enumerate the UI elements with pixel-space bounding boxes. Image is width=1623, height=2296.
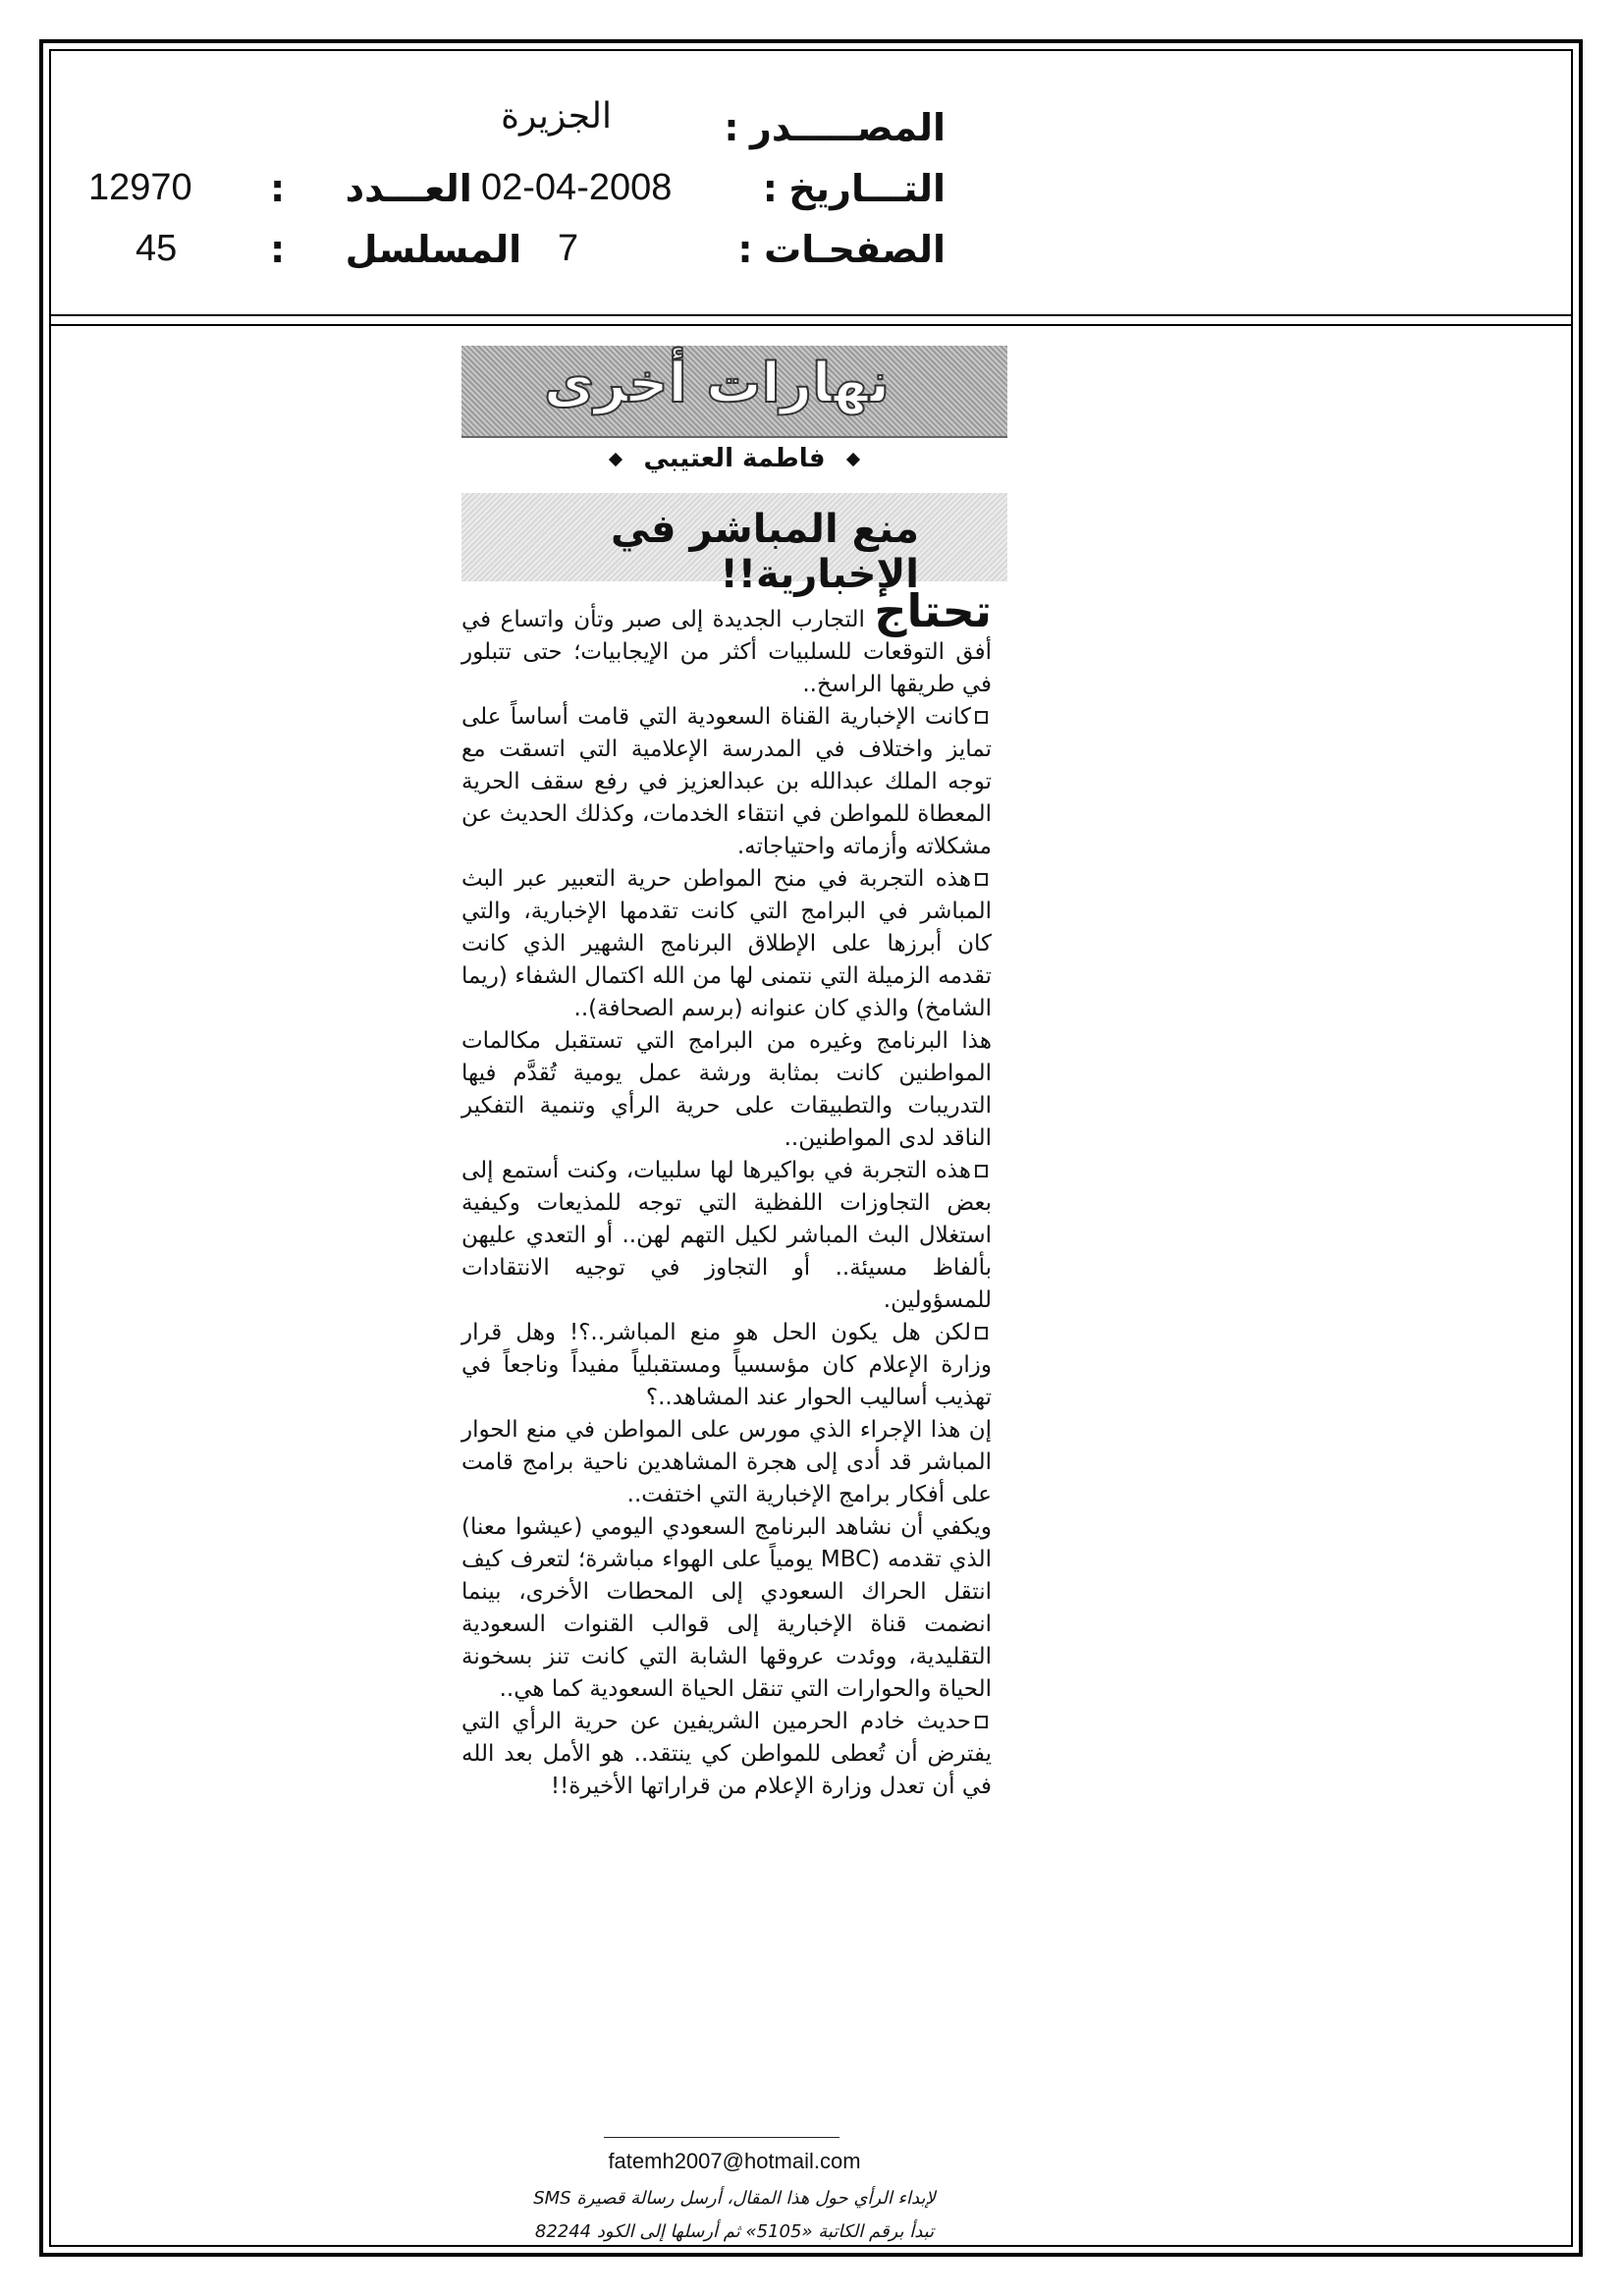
- square-bullet-icon: [975, 873, 988, 886]
- paragraph-1: كانت الإخبارية القناة السعودية التي قامت أساساً على تمايز واختلاف في المدرسة الإعلامية التي اتسقت مع توجه الملك عبدالله بن عبدالعزيز في رفع سقف الحرية المعطاة للمواطن في انتقاء الخدمات، وكذلك الحديث عن مشكلاته وأزماته واحتياجاته.: [461, 704, 992, 859]
- source-value: الجزيرة: [501, 96, 612, 137]
- paragraph-7: ويكفي أن نشاهد البرنامج السعودي اليومي (عيشوا معنا) الذي تقدمه (MBC يومياً على الهواء مباشرة؛ لتعرف كيف انتقل الحراك السعودي إلى المحطات الأخرى، بينما انضمت قناة الإخبارية إلى قوالب القنوات السعودية التقليدية، ووئدت عروقها الشابة التي كانت تنز بسخونة الحياة والحوارات التي تنقل الحياة السعودية كما هي..: [461, 1514, 992, 1702]
- article-clipping: [461, 346, 1007, 2295]
- footer-rule: [604, 2137, 839, 2138]
- article-title: منع المباشر في الإخبارية!!: [610, 507, 919, 597]
- paragraph-8: حديث خادم الحرمين الشريفين عن حرية الرأي التي يفترض أن تُعطى للمواطن كي ينتقد.. هو الأمل بعد الله في أن تعدل وزارة الإعلام من قراراتها الأخيرة!!: [461, 1709, 992, 1799]
- square-bullet-icon: [975, 1165, 988, 1177]
- author-email: fatemh2007@hotmail.com: [608, 2149, 861, 2173]
- title-box: [461, 493, 1007, 597]
- paragraph-2: هذه التجربة في منح المواطن حرية التعبير عبر البث المباشر في البرامج التي كانت تقدمها الإخبارية، والتي كان أبرزها على الإطلاق البرنامج الشهير الذي كانت تقدمه الزميلة التي نتمنى لها من الله اكتمال الشفاء (ريما الشامخ) والذي كان عنوانه (برسم الصحافة)..: [461, 866, 992, 1021]
- pages-value: 7: [558, 228, 579, 269]
- date-value: 02-04-2008: [481, 167, 673, 208]
- date-label: التـــاريخ :: [762, 167, 946, 210]
- author-row: [461, 444, 1007, 487]
- column-banner: [461, 346, 1007, 438]
- lead-paragraph: تحتاج التجارب الجديدة إلى صبر وتأن واتساع في أفق التوقعات للسلبيات أكثر من الإيجابيات؛ حتى تتبلور في طريقها الراسخ..: [461, 584, 993, 697]
- sms-instruction-2: تبدأ برقم الكاتبة «5105» ثم أرسلها إلى الكود 82244: [534, 2221, 935, 2242]
- column-name: نهارات أخرى: [544, 352, 890, 415]
- source-label: المصـــــدر :: [724, 106, 946, 149]
- issue-value: 12970: [88, 167, 192, 208]
- paragraph-5: لكن هل يكون الحل هو منع المباشر..؟! وهل قرار وزارة الإعلام كان مؤسسياً ومستقبلياً مفيداً وناجعاً في تهذيب أساليب الحوار عند المشاهد..؟: [461, 1320, 992, 1410]
- diamond-icon: [846, 452, 860, 465]
- square-bullet-icon: [975, 1327, 988, 1339]
- article-body: [461, 584, 993, 1803]
- issue-label: العـــدد :: [270, 167, 472, 210]
- pages-label: الصفحـات :: [737, 228, 946, 271]
- serial-value: 45: [135, 228, 178, 269]
- diamond-icon: [609, 452, 622, 465]
- author-name: فاطمة العتيبي: [643, 444, 826, 473]
- paragraph-4: هذه التجربة في بواكيرها لها سلبيات، وكنت أستمع إلى بعض التجاوزات اللفظية التي توجه للمذيعات وكيفية استغلال البث المباشر لكيل التهم لهن.. أو التعدي عليهن بألفاظ مسيئة.. أو التجاوز في توجيه الانتقادات للمسؤولين.: [461, 1158, 992, 1313]
- paragraph-3: هذا البرنامج وغيره من البرامج التي تستقبل مكالمات المواطنين كانت بمثابة ورشة عمل يومية تُقدَّم فيها التدريبات والتطبيقات على حرية الرأي وتنمية التفكير الناقد لدى المواطنين..: [461, 1028, 992, 1151]
- sms-instruction-1: لإبداء الرأي حول هذا المقال، أرسل رسالة قصيرة SMS: [533, 2188, 936, 2209]
- lead-word: تحتاج: [874, 584, 993, 637]
- header-separator-2: [49, 324, 1573, 326]
- square-bullet-icon: [975, 1716, 988, 1728]
- square-bullet-icon: [975, 711, 988, 724]
- paragraph-6: إن هذا الإجراء الذي مورس على المواطن في منع الحوار المباشر قد أدى إلى هجرة المشاهدين ناحية برامج قامت على أفكار برامج الإخبارية التي اختفت..: [461, 1417, 992, 1507]
- serial-label: المسلسل :: [270, 228, 522, 271]
- header-separator: [49, 314, 1573, 316]
